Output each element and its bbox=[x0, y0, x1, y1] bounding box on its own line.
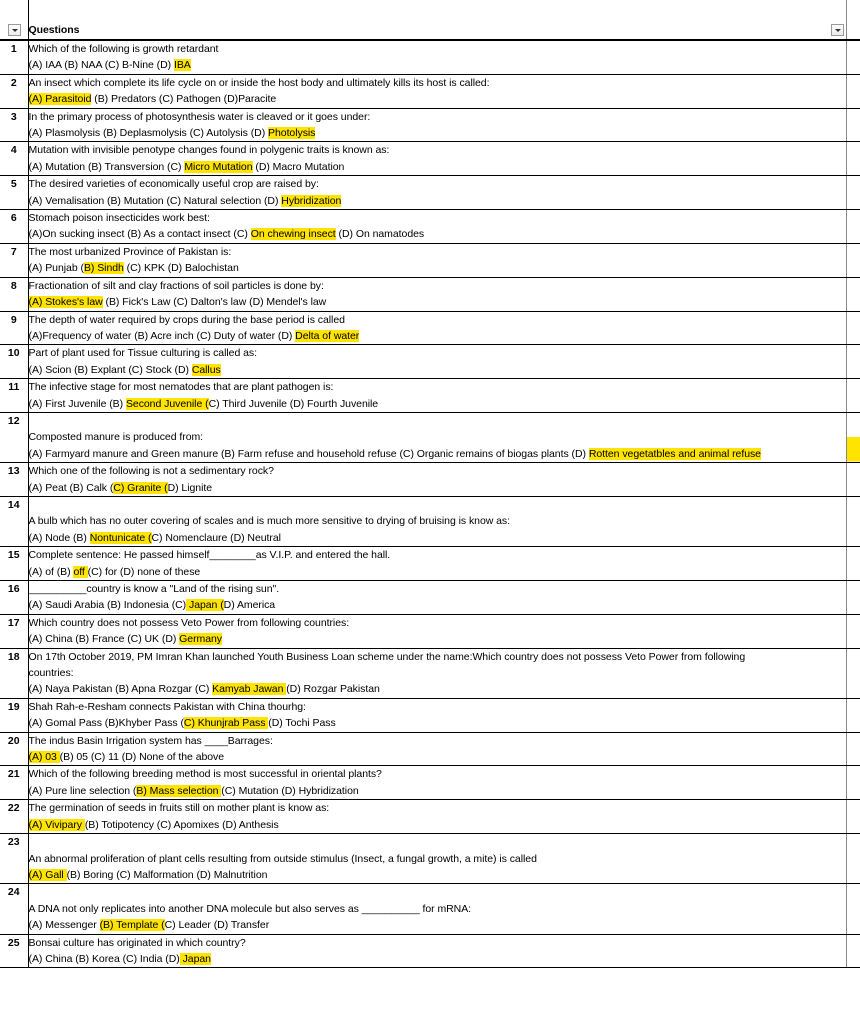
trailing-cell bbox=[846, 884, 860, 934]
trailing-cell bbox=[846, 496, 860, 546]
highlighted-answer: Nontunicate ( bbox=[89, 531, 152, 544]
row-number-cell[interactable]: 22 bbox=[0, 800, 28, 834]
question-line: Composted manure is produced from: bbox=[28, 431, 204, 444]
question-line: countries: bbox=[28, 667, 74, 680]
table-row[interactable] bbox=[0, 614, 860, 648]
question-line: Bonsai culture has originated in which country? bbox=[28, 936, 246, 949]
highlighted-answer: Japan ( bbox=[186, 599, 224, 612]
highlighted-answer: On chewing insect bbox=[250, 228, 336, 241]
table-row[interactable] bbox=[0, 732, 860, 766]
row-number-cell[interactable]: 12 bbox=[0, 412, 28, 462]
questions-column-header-cell bbox=[28, 22, 846, 40]
highlighted-answer: IBA bbox=[173, 59, 191, 72]
highlighted-answer: Germany bbox=[179, 633, 223, 646]
question-line: (A) Mutation (B) Transversion (C) Micro Mutation (D) Macro Mutation bbox=[28, 160, 345, 173]
trailing-cell bbox=[846, 108, 860, 142]
trailing-cell bbox=[846, 277, 860, 311]
highlighted-answer: B) Sindh bbox=[83, 262, 124, 275]
question-line: (A) Saudi Arabia (B) Indonesia (C) Japan (D) America bbox=[28, 599, 276, 612]
table-row[interactable] bbox=[0, 581, 860, 615]
trailing-cell bbox=[846, 581, 860, 615]
table-row[interactable] bbox=[0, 311, 860, 345]
question-cell[interactable] bbox=[28, 210, 846, 244]
highlighted-answer: B) Mass selection bbox=[136, 784, 222, 797]
filter-dropdown-icon[interactable] bbox=[8, 24, 21, 36]
highlighted-answer: off bbox=[73, 565, 88, 578]
row-number-cell[interactable]: 15 bbox=[0, 547, 28, 581]
highlighted-answer: Second Juvenile ( bbox=[125, 397, 209, 410]
question-line: Fractionation of silt and clay fractions of soil particles is done by: bbox=[28, 279, 324, 292]
table-row[interactable] bbox=[0, 884, 860, 934]
highlighted-answer: Rotten vegetatbles and animal refuse bbox=[588, 447, 761, 460]
question-line bbox=[29, 884, 846, 900]
question-line: (A) of (B) off (C) for (D) none of these bbox=[28, 565, 201, 578]
question-line: (A) Vivipary (B) Totipotency (C) Apomixes (D) Anthesis bbox=[28, 818, 279, 831]
table-header-row bbox=[0, 22, 860, 40]
trailing-cell bbox=[846, 732, 860, 766]
table-row[interactable] bbox=[0, 142, 860, 176]
question-line: (A) Gall (B) Boring (C) Malformation (D) Malnutrition bbox=[28, 868, 268, 881]
question-line: (A) Naya Pakistan (B) Apna Rozgar (C) Kamyab Jawan (D) Rozgar Pakistan bbox=[28, 683, 380, 696]
chevron-down-icon bbox=[835, 29, 841, 32]
row-number-cell[interactable]: 23 bbox=[0, 834, 28, 884]
trailing-cell bbox=[846, 142, 860, 176]
question-line: Stomach poison insecticides work best: bbox=[28, 212, 210, 225]
question-cell[interactable] bbox=[28, 345, 846, 379]
question-cell[interactable] bbox=[28, 176, 846, 210]
row-number-cell[interactable]: 9 bbox=[0, 311, 28, 345]
trailing-cell bbox=[846, 210, 860, 244]
question-line: Mutation with invisible penotype changes found in polygenic traits is known as: bbox=[28, 144, 390, 157]
question-cell[interactable] bbox=[28, 74, 846, 108]
table-row[interactable] bbox=[0, 40, 860, 74]
question-line: (A)On sucking insect (B) As a contact insect (C) On chewing insect (D) On namatodes bbox=[28, 228, 425, 241]
question-line: On 17th October 2019, PM Imran Khan launched Youth Business Loan scheme under the name:Which country does not possess Veto Power from following bbox=[28, 650, 746, 663]
question-cell[interactable] bbox=[28, 379, 846, 413]
highlighted-answer: Hybridization bbox=[281, 194, 342, 207]
question-line: Part of plant used for Tissue culturing is called as: bbox=[28, 347, 257, 360]
question-line bbox=[29, 497, 846, 513]
trailing-cell bbox=[846, 243, 860, 277]
highlighted-answer: Japan bbox=[179, 952, 211, 965]
question-line: (A) IAA (B) NAA (C) B-Nine (D) IBA bbox=[28, 59, 191, 72]
question-cell[interactable] bbox=[28, 884, 846, 934]
question-line: Which of the following breeding method is most successful in oriental plants? bbox=[28, 768, 382, 781]
row-number-cell[interactable]: 18 bbox=[0, 648, 28, 698]
table-row[interactable] bbox=[0, 176, 860, 210]
question-line: (A) Parasitoid (B) Predators (C) Pathogen (D)Paracite bbox=[28, 93, 277, 106]
trailing-cell bbox=[846, 379, 860, 413]
trailing-cell bbox=[846, 547, 860, 581]
row-number-cell[interactable]: 14 bbox=[0, 496, 28, 546]
question-cell[interactable] bbox=[28, 463, 846, 497]
question-cell[interactable] bbox=[28, 648, 846, 698]
question-line: Shah Rah-e-Resham connects Pakistan with China thourhg: bbox=[28, 700, 306, 713]
questions-filter-dropdown-icon[interactable] bbox=[831, 24, 844, 36]
highlighted-answer: Callus bbox=[191, 363, 221, 376]
table-row[interactable] bbox=[0, 934, 860, 968]
column-divider-left bbox=[28, 0, 29, 22]
question-line bbox=[29, 834, 846, 850]
question-line: (A) Pure line selection (B) Mass selection (C) Mutation (D) Hybridization bbox=[28, 784, 359, 797]
question-line: The infective stage for most nematodes that are plant pathogen is: bbox=[28, 381, 334, 394]
table-row[interactable] bbox=[0, 243, 860, 277]
row-number-cell[interactable]: 2 bbox=[0, 74, 28, 108]
question-line: The germination of seeds in fruits still on mother plant is know as: bbox=[28, 802, 330, 815]
table-row[interactable] bbox=[0, 800, 860, 834]
question-line: An insect which complete its life cycle on or inside the host body and ultimately kills its host is called: bbox=[28, 76, 490, 89]
question-line: (A) Stokes's law (B) Fick's Law (C) Dalton's law (D) Mendel's law bbox=[28, 296, 327, 309]
chevron-down-icon bbox=[12, 29, 18, 32]
trailing-cell bbox=[846, 698, 860, 732]
trailing-cell bbox=[846, 834, 860, 884]
question-cell[interactable] bbox=[28, 698, 846, 732]
trailing-cell bbox=[846, 934, 860, 968]
table-row[interactable] bbox=[0, 496, 860, 546]
question-cell[interactable] bbox=[28, 277, 846, 311]
trailing-cell bbox=[846, 648, 860, 698]
highlighted-answer: (B) Template ( bbox=[99, 919, 165, 932]
question-cell[interactable] bbox=[28, 934, 846, 968]
question-line: (A)Frequency of water (B) Acre inch (C) Duty of water (D) Delta of water bbox=[28, 329, 360, 342]
highlighted-answer: Micro Mutation bbox=[184, 160, 253, 173]
question-line: Complete sentence: He passed himself________as V.I.P. and entered the hall. bbox=[28, 549, 391, 562]
question-cell[interactable] bbox=[28, 766, 846, 800]
row-number-cell[interactable]: 17 bbox=[0, 614, 28, 648]
trailing-cell bbox=[846, 74, 860, 108]
question-cell[interactable] bbox=[28, 108, 846, 142]
table-row[interactable] bbox=[0, 648, 860, 698]
question-line: The desired varieties of economically useful crop are raised by: bbox=[28, 178, 319, 191]
question-line: (A) Vemalisation (B) Mutation (C) Natural selection (D) Hybridization bbox=[28, 194, 342, 207]
table-row[interactable] bbox=[0, 74, 860, 108]
question-cell[interactable] bbox=[28, 311, 846, 345]
questions-column-header-label: Questions bbox=[28, 24, 80, 36]
highlighted-answer: (A) Gall bbox=[28, 868, 67, 881]
question-cell[interactable] bbox=[28, 496, 846, 546]
question-line: __________country is know a "Land of the rising sun". bbox=[28, 583, 280, 595]
row-number-cell[interactable]: 13 bbox=[0, 463, 28, 497]
row-number-cell[interactable]: 3 bbox=[0, 108, 28, 142]
question-line: (A) First Juvenile (B) Second Juvenile (C) Third Juvenile (D) Fourth Juvenile bbox=[28, 397, 379, 410]
trailing-cell bbox=[846, 412, 860, 462]
column-divider-right bbox=[846, 0, 847, 22]
table-row[interactable] bbox=[0, 698, 860, 732]
question-line: Which country does not possess Veto Power from following countries: bbox=[28, 616, 350, 629]
row-number-cell[interactable]: 21 bbox=[0, 766, 28, 800]
table-row[interactable] bbox=[0, 210, 860, 244]
row-number-cell[interactable]: 5 bbox=[0, 176, 28, 210]
question-line: (A) Gomal Pass (B)Khyber Pass (C) Khunjrab Pass (D) Tochi Pass bbox=[28, 717, 336, 730]
question-cell[interactable] bbox=[28, 243, 846, 277]
questions-table bbox=[0, 22, 860, 968]
question-line: An abnormal proliferation of plant cells resulting from outside stimulus (Insect, a fungal growth, a mite) is called bbox=[28, 852, 537, 865]
trailing-cell bbox=[846, 176, 860, 210]
empty-sheet-area bbox=[0, 968, 860, 1024]
trailing-column-header-cell bbox=[846, 22, 860, 40]
question-line: (A) Farmyard manure and Green manure (B) Farm refuse and household refuse (C) Organic remains of biogas plants (D) Rotten vegetatbles and animal refuse bbox=[28, 447, 761, 460]
row-number-cell[interactable]: 4 bbox=[0, 142, 28, 176]
highlighted-answer: Delta of water bbox=[295, 329, 360, 342]
table-row[interactable] bbox=[0, 766, 860, 800]
table-row[interactable] bbox=[0, 345, 860, 379]
trailing-cell bbox=[846, 40, 860, 74]
questions-table-body bbox=[0, 40, 860, 968]
table-row[interactable] bbox=[0, 834, 860, 884]
question-cell[interactable] bbox=[28, 581, 846, 615]
question-line: (A) China (B) France (C) UK (D) Germany bbox=[28, 633, 223, 646]
highlighted-answer: (A) 03 bbox=[28, 751, 60, 764]
highlighted-answer: C) Khunjrab Pass bbox=[183, 717, 269, 730]
question-line: (A) China (B) Korea (C) India (D) Japan bbox=[28, 952, 211, 965]
question-line: A DNA not only replicates into another DNA molecule but also serves as __________ for mRNA: bbox=[28, 902, 472, 915]
question-line: (A) Peat (B) Calk (C) Granite (D) Lignite bbox=[28, 481, 213, 494]
question-line: In the primary process of photosynthesis water is cleaved or it goes under: bbox=[28, 110, 371, 123]
trailing-cell bbox=[846, 614, 860, 648]
question-line: (A) Node (B) Nontunicate (C) Nomenclaure (D) Neutral bbox=[28, 531, 281, 544]
question-line: The most urbanized Province of Pakistan is: bbox=[28, 245, 232, 258]
row-number-cell[interactable]: 25 bbox=[0, 934, 28, 968]
row-number-cell[interactable]: 16 bbox=[0, 581, 28, 615]
question-cell[interactable] bbox=[28, 614, 846, 648]
row-number-cell[interactable]: 10 bbox=[0, 345, 28, 379]
row-number-cell[interactable]: 8 bbox=[0, 277, 28, 311]
trailing-cell bbox=[846, 311, 860, 345]
question-cell[interactable] bbox=[28, 800, 846, 834]
question-line: (A) 03 (B) 05 (C) 11 (D) None of the above bbox=[28, 751, 225, 764]
question-line: (A) Scion (B) Explant (C) Stock (D) Callus bbox=[28, 363, 221, 376]
table-row[interactable] bbox=[0, 379, 860, 413]
row-number-header-cell bbox=[0, 22, 28, 40]
row-number-cell[interactable]: 6 bbox=[0, 210, 28, 244]
table-row[interactable] bbox=[0, 412, 860, 462]
trailing-cell bbox=[846, 463, 860, 497]
highlighted-answer: Photolysis bbox=[268, 127, 316, 140]
question-line: Which one of the following is not a sedimentary rock? bbox=[28, 465, 274, 478]
table-row[interactable] bbox=[0, 108, 860, 142]
question-cell[interactable] bbox=[28, 142, 846, 176]
row-number-cell[interactable]: 7 bbox=[0, 243, 28, 277]
row-number-cell[interactable]: 11 bbox=[0, 379, 28, 413]
highlighted-answer: (A) Stokes's law bbox=[28, 296, 103, 309]
question-cell[interactable] bbox=[28, 412, 846, 462]
trailing-cell bbox=[846, 800, 860, 834]
question-cell[interactable] bbox=[28, 834, 846, 884]
question-line: (A) Plasmolysis (B) Deplasmolysis (C) Autolysis (D) Photolysis bbox=[28, 127, 316, 140]
table-row[interactable] bbox=[0, 277, 860, 311]
row-number-cell[interactable]: 19 bbox=[0, 698, 28, 732]
question-line: (A) Punjab (B) Sindh (C) KPK (D) Balochistan bbox=[28, 262, 239, 275]
question-line: (A) Messenger (B) Template (C) Leader (D) Transfer bbox=[28, 919, 270, 932]
highlighted-answer: C) Granite ( bbox=[113, 481, 168, 494]
question-line bbox=[29, 413, 846, 429]
highlighted-answer: (A) Vivipary bbox=[28, 818, 85, 831]
row-number-cell[interactable]: 1 bbox=[0, 40, 28, 74]
trailing-cell bbox=[846, 766, 860, 800]
top-empty-row bbox=[0, 0, 860, 22]
question-cell[interactable] bbox=[28, 40, 846, 74]
question-line: The depth of water required by crops during the base period is called bbox=[28, 313, 345, 326]
trailing-cell bbox=[846, 345, 860, 379]
row-number-cell[interactable]: 24 bbox=[0, 884, 28, 934]
highlighted-answer: Kamyab Jawan bbox=[212, 683, 287, 696]
row-number-cell[interactable]: 20 bbox=[0, 732, 28, 766]
table-row[interactable] bbox=[0, 547, 860, 581]
highlighted-answer: (A) Parasitoid bbox=[28, 93, 92, 106]
question-line: A bulb which has no outer covering of scales and is much more sensitive to drying of bruising is know as: bbox=[28, 515, 510, 528]
question-line: Which of the following is growth retardant bbox=[28, 43, 219, 55]
question-line: The indus Basin Irrigation system has ____Barrages: bbox=[28, 734, 273, 747]
table-row[interactable] bbox=[0, 463, 860, 497]
question-cell[interactable] bbox=[28, 732, 846, 766]
question-cell[interactable] bbox=[28, 547, 846, 581]
